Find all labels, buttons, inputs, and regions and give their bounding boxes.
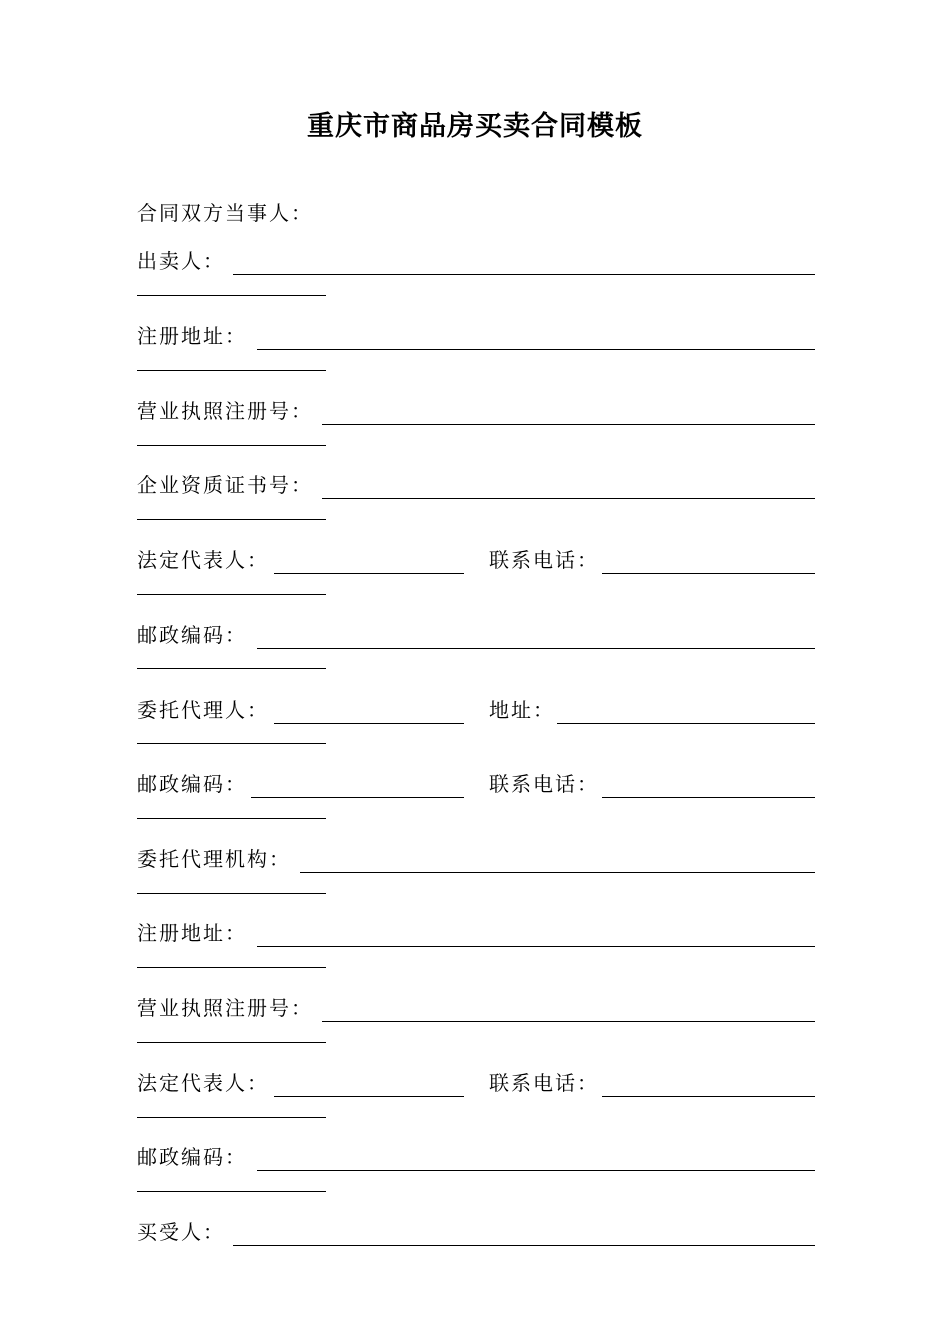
document-title: 重庆市商品房买卖合同模板 xyxy=(307,111,643,142)
phone-field[interactable] xyxy=(602,573,815,574)
agency-license-label: 营业执照注册号： xyxy=(137,996,313,1020)
agent-postcode-label: 邮政编码： xyxy=(137,772,247,796)
agent-row xyxy=(137,696,815,728)
reg-address-row xyxy=(137,322,815,354)
seller-label: 出卖人： xyxy=(137,249,225,273)
agency-reg-address-label: 注册地址： xyxy=(137,921,247,945)
buyer-row xyxy=(137,1218,815,1250)
postcode-field-continuation[interactable] xyxy=(137,668,326,669)
agency-reg-address-row xyxy=(137,919,815,951)
phone-label: 联系电话： xyxy=(489,548,599,572)
reg-address-label: 注册地址： xyxy=(137,324,247,348)
agency-field-continuation[interactable] xyxy=(137,893,326,894)
agency-license-row xyxy=(137,994,815,1026)
legal-rep-row xyxy=(137,546,815,578)
qualification-field-continuation[interactable] xyxy=(137,519,326,520)
agency-field[interactable] xyxy=(300,872,815,873)
license-no-field-continuation[interactable] xyxy=(137,445,326,446)
agent-field[interactable] xyxy=(274,723,464,724)
seller-field-continuation[interactable] xyxy=(137,295,326,296)
agency-license-field-continuation[interactable] xyxy=(137,1042,326,1043)
agency-legal-rep-field[interactable] xyxy=(274,1096,464,1097)
agent-label: 委托代理人： xyxy=(137,698,269,722)
agency-license-field[interactable] xyxy=(322,1021,815,1022)
agent-postcode-row xyxy=(137,770,815,802)
seller-row xyxy=(137,247,815,279)
buyer-field[interactable] xyxy=(233,1245,815,1246)
qualification-field[interactable] xyxy=(322,498,815,499)
agency-postcode-field-continuation[interactable] xyxy=(137,1191,326,1192)
agency-postcode-label: 邮政编码： xyxy=(137,1145,247,1169)
agency-reg-address-field[interactable] xyxy=(257,946,815,947)
postcode-label: 邮政编码： xyxy=(137,623,247,647)
agent-address-label: 地址： xyxy=(489,698,555,722)
legal-rep-label: 法定代表人： xyxy=(137,548,269,572)
reg-address-field-continuation[interactable] xyxy=(137,370,326,371)
agent-phone-field[interactable] xyxy=(602,797,815,798)
agent-field-continuation[interactable] xyxy=(137,743,326,744)
agency-legal-rep-label: 法定代表人： xyxy=(137,1071,269,1095)
buyer-label: 买受人： xyxy=(137,1220,225,1244)
agent-postcode-field[interactable] xyxy=(251,797,464,798)
legal-rep-field-continuation[interactable] xyxy=(137,594,326,595)
agency-postcode-field[interactable] xyxy=(257,1170,815,1171)
postcode-row xyxy=(137,621,815,653)
license-no-field[interactable] xyxy=(322,424,815,425)
qualification-label: 企业资质证书号： xyxy=(137,473,313,497)
agent-phone-label: 联系电话： xyxy=(489,772,599,796)
reg-address-field[interactable] xyxy=(257,349,815,350)
qualification-row xyxy=(137,471,815,503)
agency-reg-address-field-continuation[interactable] xyxy=(137,967,326,968)
agency-legal-rep-row xyxy=(137,1069,815,1101)
seller-field[interactable] xyxy=(233,274,815,275)
agent-address-field[interactable] xyxy=(557,723,815,724)
parties-heading: 合同双方当事人： xyxy=(137,201,313,225)
license-no-label: 营业执照注册号： xyxy=(137,399,313,423)
legal-rep-field[interactable] xyxy=(274,573,464,574)
agency-phone-label: 联系电话： xyxy=(489,1071,599,1095)
agent-postcode-field-continuation[interactable] xyxy=(137,818,326,819)
agency-postcode-row xyxy=(137,1143,815,1175)
agency-label: 委托代理机构： xyxy=(137,847,291,871)
agency-row xyxy=(137,845,815,877)
agency-phone-field[interactable] xyxy=(602,1096,815,1097)
agency-legal-rep-field-continuation[interactable] xyxy=(137,1117,326,1118)
license-no-row xyxy=(137,397,815,429)
postcode-field[interactable] xyxy=(257,648,815,649)
